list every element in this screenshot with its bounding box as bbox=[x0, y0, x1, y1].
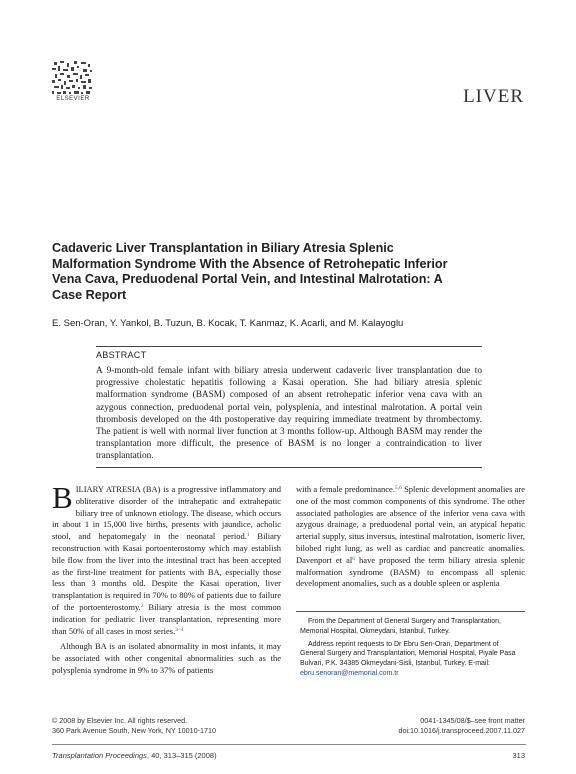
footnote-rule bbox=[296, 611, 525, 612]
body-column-right bbox=[296, 484, 525, 590]
abstract-bottom-rule bbox=[96, 467, 482, 468]
footer-rule bbox=[52, 744, 526, 745]
page-number: 313 bbox=[512, 751, 525, 760]
copyright-block bbox=[52, 716, 216, 736]
citation-ref[interactable]: 5,6 bbox=[394, 485, 402, 491]
citation-ref[interactable]: 3–4 bbox=[175, 626, 184, 633]
citation-ref[interactable]: 2 bbox=[140, 602, 144, 609]
author-list: E. Sen-Oran, Y. Yankol, B. Tuzun, B. Kocak, T. Kanmaz, K. Acarli, and M. Kalayoglu bbox=[52, 318, 404, 329]
journal-name: Transplantation Proceedings bbox=[52, 751, 147, 760]
abstract-top-rule bbox=[96, 346, 482, 347]
journal-citation: Transplantation Proceedings, 40, 313–315 (2008) bbox=[52, 751, 217, 760]
issn-line: 0041-1345/08/$–see front matter bbox=[420, 716, 525, 725]
copyright-line: © 2008 by Elsevier Inc. All rights reserved. bbox=[52, 716, 188, 725]
section-label: LIVER bbox=[463, 86, 524, 107]
body-paragraph-1: BILIARY ATRESIA (BA) is a progressive inflammatory and obliterative disorder of the intrahepatic and extrahepatic biliary tree of unknown etiology. The disease, which occurs in about 1 in 15,000 live births, presents with jaundice, acholic stool, and hepatomegaly in the neonatal period.$^1$ Biliary reconstruction with Kasai portoenterostomy which may establish bile flow from the liver into the intestinal tract has been accepted as the first-line treatment for patients with BA, especially those less than 3 months old. Despite the Kasai operation, liver transplantation is required in 70% to 80% of patients due to failure of the portoenterostomy.$^2$ Biliary atresia is the most common indication for pediatric liver transplantation, representing more than 50% of all cases in most series.$^{3-4}$ bbox=[52, 480, 282, 636]
article-title: Cadaveric Liver Transplantation in Biliary Atresia Splenic Malformation Syndrome With the Absence of Retrohepatic Inferior Vena Cava, Preduodenal Portal Vein, and Intestinal Malrotation: A Case Report bbox=[52, 241, 448, 303]
abstract-text: A 9-month-old female infant with biliary atresia underwent cadaveric liver transplantation due to progressive cholestatic hepatitis following a Kasai operation. She had biliary atresia splenic malformation syndrome (BASM) composed of an absent retrohepatic inferior vena cava with an azygous connection, preduodenal portal vein, polysplenia, and intestinal malrotation. A portal vein thrombosis developed on the 4th postoperative day requiring immediate treatment by thrombectomy. The patient is well with normal liver function at 3 months follow-up. Although BASM may render the transplantation more difficult, the presence of BASM is no longer a contraindication to liver transplantation. bbox=[96, 366, 482, 462]
email-link[interactable]: ebru.senoran@memorial.com.tr bbox=[300, 669, 399, 677]
abstract-heading: ABSTRACT bbox=[96, 350, 147, 360]
publisher-address: 360 Park Avenue South, New York, NY 10010-1710 bbox=[52, 725, 216, 735]
body-paragraph-2: Although BA is an isolated abnormality in most infants, it may be associated with other congenital abnormalities such as the polysplenia syndrome in 9% to 37% of patients bbox=[52, 641, 281, 675]
publisher-logo-text: ELSEVIER bbox=[56, 96, 90, 102]
drop-cap: B bbox=[52, 480, 73, 515]
identifier-block bbox=[398, 716, 525, 736]
footnote-address: Address reprint requests to Dr Ebru Sen-Oran, Department of General Surgery and Transplantation, Memorial Hospital, Piyale Pasa Bulvari, P.K. 34385 Okmeydani-Sisli, Istanbul, Turkey. E-mail: ebru.senoran@memorial.com.tr bbox=[300, 640, 516, 677]
doi-line[interactable]: doi:10.1016/j.transproceed.2007.11.027 bbox=[398, 725, 525, 735]
footnote-affiliation: From the Department of General Surgery and Transplantation, Memorial Hospital, Okmeydani, Istanbul, Turkey. bbox=[300, 618, 501, 635]
citation-ref[interactable]: 6 bbox=[352, 555, 355, 562]
footnote bbox=[300, 617, 525, 679]
body-column-left bbox=[52, 480, 282, 677]
body-paragraph-2-continued: with a female predominance.$^{5,6}$ Splenic development anomalies are one of the most common components of this syndrome. The other associated pathologies are absence of the inferior vena cava with azygous drainage, a preduodenal portal vein, an atypical hepatic arterial supply, situs inversus, intestinal malrotation, isomeric liver, bilobed right lung, as well as cardiac and pancreatic anomalies. Davenport et $al^6$ have proposed the term biliary atresia splenic malformation syndrome (BASM) to encompass all splenic development anomalies, such as a double spleen or asplenia bbox=[296, 484, 525, 589]
citation-ref[interactable]: 1 bbox=[246, 532, 250, 539]
